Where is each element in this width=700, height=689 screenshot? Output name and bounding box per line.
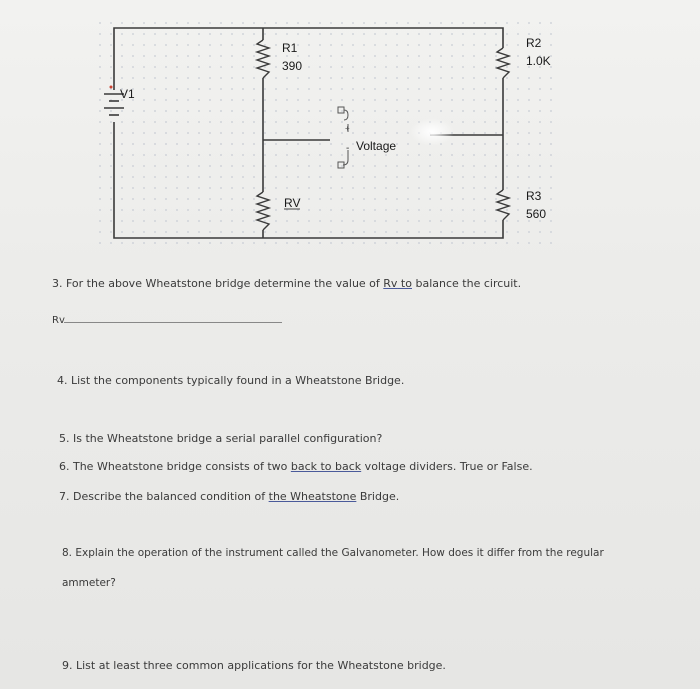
probe-minus-sign: - — [346, 143, 350, 154]
grid-background — [98, 20, 558, 245]
answer-blank-line — [64, 322, 282, 323]
wheatstone-underlined: the Wheatstone — [268, 490, 357, 503]
meter-label: Voltage — [356, 139, 397, 153]
rv-underlined: Rv — [383, 277, 398, 290]
question-8-line-2: ammeter? — [62, 577, 116, 589]
r1-name: R1 — [282, 41, 298, 55]
v1-label: V1 — [120, 87, 135, 101]
question-5: 5. Is the Wheatstone bridge a serial parallel configuration? — [59, 432, 383, 445]
r3-value: 560 — [526, 207, 547, 221]
back-to-back-underlined: back to back — [290, 460, 362, 473]
probe-plus-sign: + — [345, 124, 350, 133]
light-glare — [410, 118, 454, 146]
question-7: 7. Describe the balanced condition of the Wheatstone Bridge. — [59, 490, 400, 503]
answer-label: Rv — [52, 315, 65, 326]
r1-value: 390 — [282, 59, 303, 73]
question-9: 9. List at least three common applications for the Wheatstone bridge. — [62, 659, 446, 672]
question-4: 4. List the components typically found in a Wheatstone Bridge. — [57, 374, 405, 387]
question-8-line-1: 8. Explain the operation of the instrument called the Galvanometer. How does it differ from the regular — [62, 547, 604, 559]
r3-name: R3 — [526, 189, 542, 203]
rv-name: RV — [284, 196, 301, 210]
question-6: 6. The Wheatstone bridge consists of two back to back voltage dividers. True or False. — [59, 460, 533, 473]
r2-value: 1.0K — [526, 54, 551, 68]
question-3: 3. For the above Wheatstone bridge determine the value of Rv to balance the circuit. — [52, 277, 522, 290]
battery-terminal-dot — [110, 86, 113, 89]
circuit-diagram — [0, 0, 700, 260]
r2-name: R2 — [526, 36, 542, 50]
